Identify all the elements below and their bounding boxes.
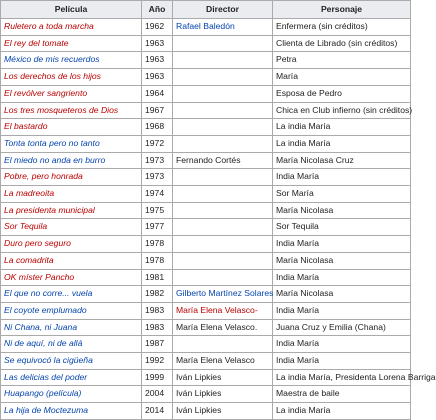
film-role-cell: Petra xyxy=(273,52,411,69)
film-title-link[interactable]: OK míster Pancho xyxy=(4,271,75,282)
film-year-cell: 1982 xyxy=(142,286,173,303)
film-title-link[interactable]: Los derechos de los hijos xyxy=(4,71,101,82)
film-year-cell: 2004 xyxy=(142,386,173,403)
film-title-link[interactable]: Las delicias del poder xyxy=(4,371,88,382)
film-director-cell xyxy=(173,319,273,336)
director-name: Iván Lipkies xyxy=(176,388,222,399)
table-row xyxy=(1,119,411,136)
film-title-cell xyxy=(1,252,142,269)
film-director-cell xyxy=(173,336,273,353)
film-role-cell: India María xyxy=(273,302,411,319)
film-title-cell xyxy=(1,353,142,370)
film-title-link[interactable]: La comadrita xyxy=(4,254,54,265)
table-row xyxy=(1,169,411,186)
film-title-link[interactable]: El miedo no anda en burro xyxy=(4,154,106,165)
film-director-cell xyxy=(173,152,273,169)
film-title-link[interactable]: La madreoita xyxy=(4,188,55,199)
film-title-cell xyxy=(1,286,142,303)
table-row xyxy=(1,19,411,36)
film-director-cell xyxy=(173,69,273,86)
film-director-cell xyxy=(173,286,273,303)
table-row xyxy=(1,186,411,203)
film-title-cell xyxy=(1,135,142,152)
film-year-cell: 1968 xyxy=(142,119,173,136)
film-title-cell xyxy=(1,302,142,319)
film-role-cell: María Nicolasa xyxy=(273,252,411,269)
film-director-cell xyxy=(173,135,273,152)
film-title-link[interactable]: Huapango (película) xyxy=(4,388,82,399)
film-role-cell: La india María xyxy=(273,119,411,136)
film-year-cell: 1992 xyxy=(142,353,173,370)
table-row xyxy=(1,353,411,370)
film-title-link[interactable]: Ni Chana, ni Juana xyxy=(4,321,78,332)
film-year-cell: 1987 xyxy=(142,336,173,353)
film-director-cell xyxy=(173,219,273,236)
film-role-cell: India María xyxy=(273,169,411,186)
film-role-cell: Enfermera (sin créditos) xyxy=(273,19,411,36)
film-director-cell xyxy=(173,252,273,269)
film-role-cell: Esposa de Pedro xyxy=(273,85,411,102)
table-row xyxy=(1,236,411,253)
film-title-link[interactable]: Pobre, pero honrada xyxy=(4,171,83,182)
film-title-link[interactable]: El rey del tomate xyxy=(4,37,69,48)
film-role-cell: María Nicolasa xyxy=(273,202,411,219)
film-title-link[interactable]: Ruletero a toda marcha xyxy=(4,21,94,31)
director-name: Iván Lipkies xyxy=(176,371,222,382)
film-director-cell xyxy=(173,186,273,203)
film-role-cell: India María xyxy=(273,353,411,370)
film-year-cell: 1978 xyxy=(142,236,173,253)
film-title-link[interactable]: El bastardo xyxy=(4,121,48,132)
table-header-row xyxy=(1,1,411,19)
film-title-link[interactable]: La hija de Moctezuma xyxy=(4,405,89,416)
film-director-cell xyxy=(173,35,273,52)
film-director-cell xyxy=(173,302,273,319)
film-director-cell xyxy=(173,169,273,186)
table-row xyxy=(1,152,411,169)
film-role-cell: Chica en Club infierno (sin créditos) xyxy=(273,102,411,119)
film-director-cell xyxy=(173,236,273,253)
director-link[interactable]: Rafael Baledón xyxy=(176,21,235,31)
table-row xyxy=(1,286,411,303)
table-row xyxy=(1,369,411,386)
film-director-cell xyxy=(173,52,273,69)
film-year-cell: 1999 xyxy=(142,369,173,386)
film-director-cell xyxy=(173,269,273,286)
film-title-link[interactable]: Sor Tequila xyxy=(4,221,48,232)
film-title-cell xyxy=(1,269,142,286)
film-year-cell: 1978 xyxy=(142,252,173,269)
director-link[interactable]: María Elena Velasco- xyxy=(176,304,258,315)
film-title-link[interactable]: Los tres mosqueteros de Dios xyxy=(4,104,119,115)
film-title-link[interactable]: Tonta tonta pero no tanto xyxy=(4,137,100,148)
film-director-cell xyxy=(173,386,273,403)
table-row xyxy=(1,135,411,152)
film-director-cell xyxy=(173,85,273,102)
table-row xyxy=(1,252,411,269)
film-title-link[interactable]: Duro pero seguro xyxy=(4,238,71,249)
film-year-cell: 1962 xyxy=(142,19,173,36)
film-role-cell: La india María xyxy=(273,135,411,152)
table-row xyxy=(1,386,411,403)
film-year-cell: 1975 xyxy=(142,202,173,219)
table-row xyxy=(1,85,411,102)
film-title-cell xyxy=(1,85,142,102)
film-title-cell xyxy=(1,202,142,219)
film-role-cell: María Nicolasa Cruz xyxy=(273,152,411,169)
film-director-cell xyxy=(173,119,273,136)
film-year-cell: 1983 xyxy=(142,319,173,336)
film-title-cell xyxy=(1,219,142,236)
table-row xyxy=(1,52,411,69)
film-role-cell: Sor Tequila xyxy=(273,219,411,236)
film-title-link[interactable]: Se equivocó la cigüeña xyxy=(4,355,93,366)
table-row xyxy=(1,102,411,119)
film-role-cell: Juana Cruz y Emilia (Chana) xyxy=(273,319,411,336)
film-title-cell xyxy=(1,69,142,86)
film-role-cell: Clienta de Librado (sin créditos) xyxy=(273,35,411,52)
film-role-cell: La india María xyxy=(273,403,411,420)
film-year-cell: 1973 xyxy=(142,152,173,169)
film-director-cell xyxy=(173,102,273,119)
film-title-cell xyxy=(1,386,142,403)
director-name: Fernando Cortés xyxy=(176,154,241,165)
film-title-cell xyxy=(1,236,142,253)
film-year-cell: 1981 xyxy=(142,269,173,286)
film-title-cell xyxy=(1,119,142,136)
film-title-link[interactable]: Ni de aquí, ni de allá xyxy=(4,338,83,349)
film-role-cell: Sor María xyxy=(273,186,411,203)
film-title-cell xyxy=(1,336,142,353)
film-title-cell xyxy=(1,319,142,336)
director-name: Iván Lipkies xyxy=(176,405,222,416)
film-role-cell: María Nicolasa xyxy=(273,286,411,303)
film-director-cell xyxy=(173,19,273,36)
film-title-cell xyxy=(1,52,142,69)
film-year-cell: 1963 xyxy=(142,52,173,69)
film-year-cell: 1972 xyxy=(142,135,173,152)
film-year-cell: 1983 xyxy=(142,302,173,319)
film-year-cell: 1963 xyxy=(142,69,173,86)
film-role-cell: Maestra de baile xyxy=(273,386,411,403)
director-link[interactable]: Gilberto Martínez Solares xyxy=(176,288,274,299)
director-name: María Elena Velasco xyxy=(176,355,255,366)
table-row xyxy=(1,202,411,219)
film-title-cell xyxy=(1,169,142,186)
table-row xyxy=(1,69,411,86)
film-title-cell xyxy=(1,186,142,203)
film-year-cell: 1974 xyxy=(142,186,173,203)
table-row xyxy=(1,403,411,420)
film-director-cell xyxy=(173,403,273,420)
table-body xyxy=(1,19,436,420)
film-year-cell: 1977 xyxy=(142,219,173,236)
director-name: María Elena Velasco. xyxy=(176,321,258,332)
table-row xyxy=(1,269,411,286)
film-title-cell xyxy=(1,403,142,420)
film-role-cell: India María xyxy=(273,269,411,286)
table-row xyxy=(1,302,411,319)
film-director-cell xyxy=(173,369,273,386)
film-year-cell: 1963 xyxy=(142,35,173,52)
film-director-cell xyxy=(173,202,273,219)
film-title-link[interactable]: La presidenta municipal xyxy=(4,204,95,215)
film-role-cell: La india María, Presidenta Lorena Barriga xyxy=(273,369,411,386)
film-title-link[interactable]: El revólver sangriento xyxy=(4,87,88,98)
film-title-cell xyxy=(1,19,142,36)
table-row xyxy=(1,35,411,52)
table-row xyxy=(1,219,411,236)
film-role-cell: María xyxy=(273,69,411,86)
column-header-role[interactable]: Personaje xyxy=(273,1,411,19)
film-title-cell xyxy=(1,102,142,119)
film-year-cell: 1973 xyxy=(142,169,173,186)
film-title-link[interactable]: México de mis recuerdos xyxy=(4,54,100,65)
table-row xyxy=(1,319,411,336)
film-title-cell xyxy=(1,152,142,169)
table-row xyxy=(1,336,411,353)
film-year-cell: 1967 xyxy=(142,102,173,119)
column-header-title[interactable]: Película xyxy=(1,1,142,19)
column-header-year[interactable]: Año xyxy=(142,1,173,19)
film-title-link[interactable]: El coyote emplumado xyxy=(4,304,87,315)
film-role-cell: India María xyxy=(273,236,411,253)
film-year-cell: 1964 xyxy=(142,85,173,102)
film-title-cell xyxy=(1,35,142,52)
film-title-cell xyxy=(1,369,142,386)
film-director-cell xyxy=(173,353,273,370)
film-role-cell: India María xyxy=(273,336,411,353)
film-title-link[interactable]: El que no corre... vuela xyxy=(4,288,93,299)
film-year-cell: 2014 xyxy=(142,403,173,420)
column-header-director[interactable]: Director xyxy=(173,1,273,19)
